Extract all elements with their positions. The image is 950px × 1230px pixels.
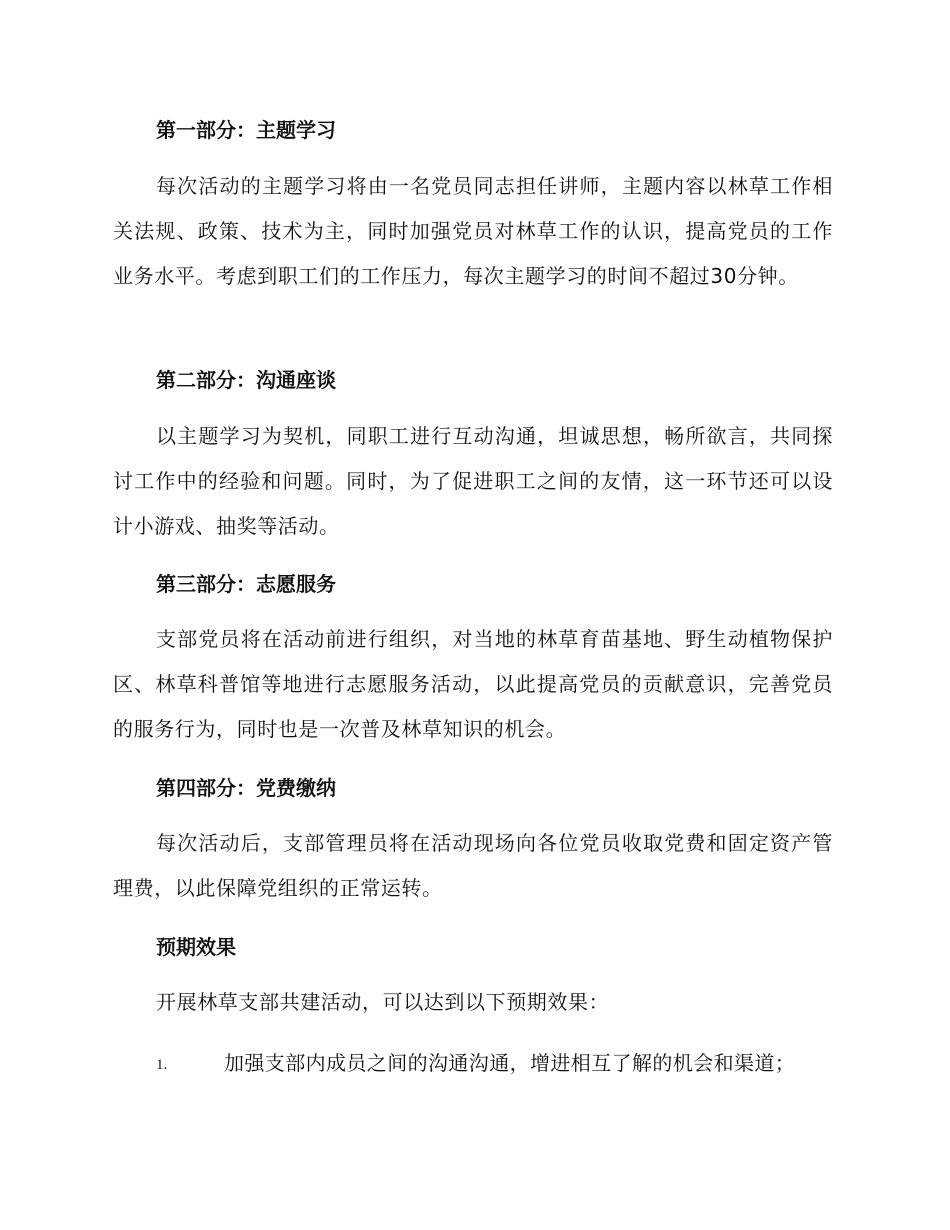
section-heading: 第一部分：主题学习	[156, 118, 336, 142]
section-4-body	[113, 821, 833, 911]
section-5	[113, 933, 833, 961]
section-paragraph: 支部党员将在活动前进行组织，对当地的林草育苗基地、野生动植物保护区、林草科普馆等地进行志愿服务活动，以此提高党员的贡献意识，完善党员的服务行为，同时也是一次普及林草知识的机会。	[113, 627, 833, 741]
section-heading: 第三部分：志愿服务	[156, 572, 336, 596]
section-4	[113, 774, 833, 802]
section-1	[113, 116, 833, 144]
list-number: 1.	[156, 1057, 168, 1073]
list-text: 加强支部内成员之间的沟通沟通，增进相互了解的机会和渠道；	[224, 1051, 796, 1075]
section-2	[113, 366, 833, 394]
section-3	[113, 570, 833, 598]
section-heading: 第二部分：沟通座谈	[156, 368, 336, 392]
section-3-body	[113, 617, 833, 752]
section-paragraph: 以主题学习为契机，同职工进行互动沟通，坦诚思想，畅所欲言，共同探讨工作中的经验和问题。同时，为了促进职工之间的友情，这一环节还可以设计小游戏、抽奖等活动。	[113, 424, 833, 538]
section-heading: 预期效果	[156, 935, 236, 959]
section-paragraph: 每次活动后，支部管理员将在活动现场向各位党员收取党费和固定资产管理费，以此保障党组织的正常运转。	[113, 831, 833, 900]
section-paragraph: 开展林草支部共建活动，可以达到以下预期效果：	[156, 990, 610, 1014]
section-heading: 第四部分：党费缴纳	[156, 776, 336, 800]
section-2-body	[113, 414, 833, 549]
section-1-body	[113, 164, 833, 299]
section-5-body	[113, 980, 833, 1025]
section-paragraph: 每次活动的主题学习将由一名党员同志担任讲师，主题内容以林草工作相关法规、政策、技术为主，同时加强党员对林草工作的认识，提高党员的工作业务水平。考虑到职工们的工作压力，每次主题学习的时间不超过30分钟。	[113, 174, 833, 288]
